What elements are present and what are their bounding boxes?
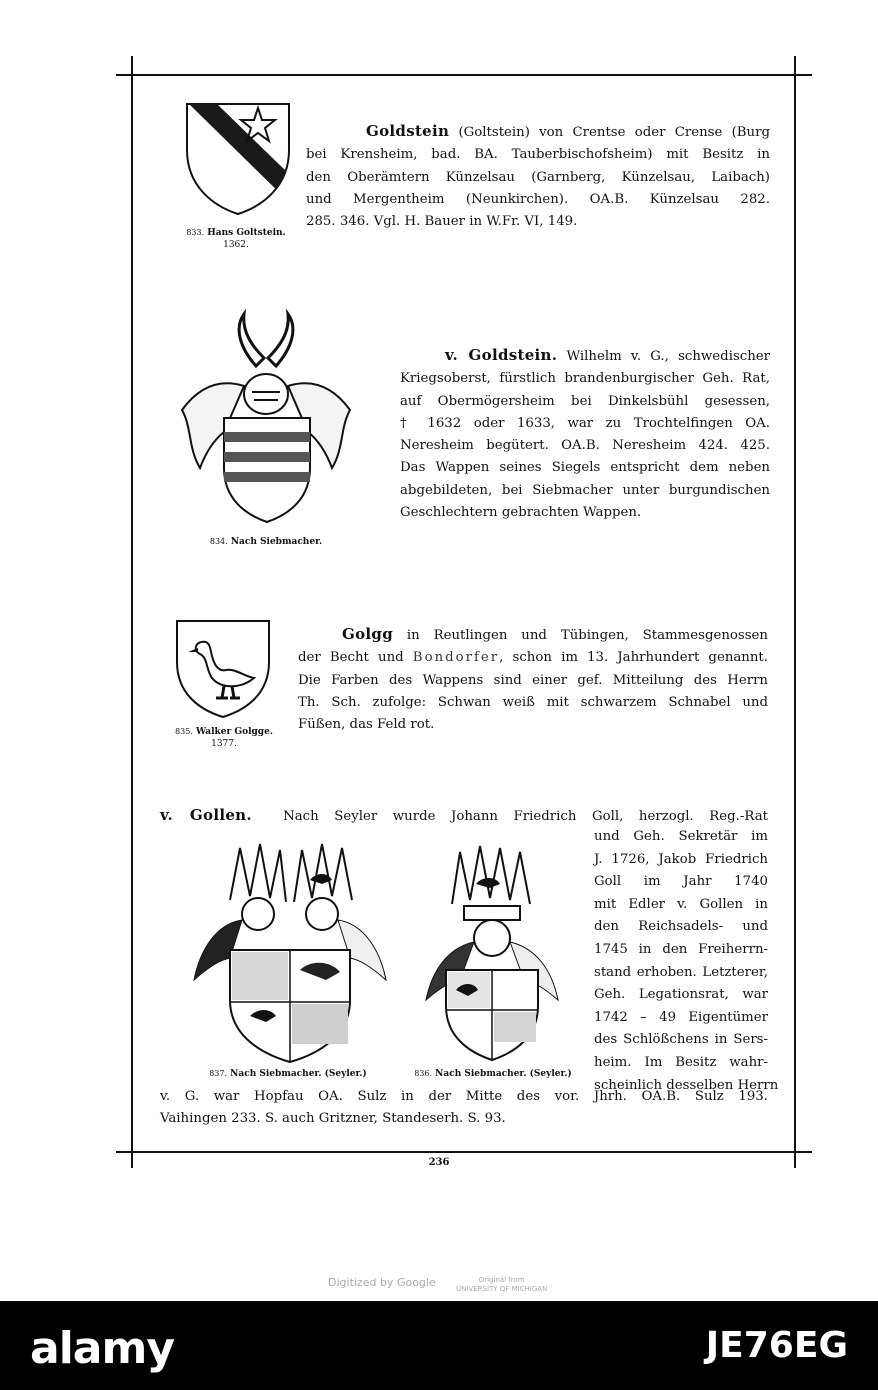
entry-goldstein bbox=[306, 120, 770, 233]
page-number: 236 bbox=[428, 1157, 450, 1168]
caption-836: 836. Nach Siebmacher. (Seyler.) bbox=[414, 1069, 572, 1079]
golgg-line-2: der Becht und Bondorfer, schon im 13. Jahrhundert genannt. bbox=[298, 650, 769, 666]
v-gollen-headword: v. Gollen. bbox=[160, 806, 252, 824]
v-goldstein-line-8: Geschlechtern gebrachten Wappen. bbox=[400, 505, 642, 521]
golgg-line-3: Die Farben des Wappens sind einer gef. Mitteilung des Herrn bbox=[298, 672, 768, 688]
goldstein-line-4: und Mergentheim (Neunkirchen). OA.B. Künzelsau 282. bbox=[306, 191, 770, 207]
top-rule bbox=[116, 74, 812, 76]
goldstein-line-2: bei Krensheim, bad. BA. Tauberbischofsheim) mit Besitz in bbox=[306, 147, 770, 163]
golgg-swan-shield-image bbox=[174, 618, 272, 720]
entry-v-goldstein bbox=[400, 344, 770, 524]
image-id: JE76EG bbox=[705, 1325, 848, 1366]
v-goldstein-line-6: Das Wappen seines Siegels entspricht dem neben bbox=[400, 460, 770, 476]
goldstein-line-5: 285. 346. Vgl. H. Bauer in W.Fr. VI, 149. bbox=[306, 214, 578, 230]
golgg-line-5: Füßen, das Feld rot. bbox=[298, 717, 435, 733]
golgg-headword: Golgg bbox=[342, 625, 393, 643]
v-gollen-side-8: Geh. Legationsrat, war bbox=[594, 987, 768, 1003]
v-gollen-side-5: den Reichsadels- und bbox=[594, 919, 768, 935]
entry-v-gollen-first-line bbox=[160, 804, 768, 828]
caption-835: 835. Walker Golgge. 1377. bbox=[175, 727, 273, 749]
v-goldstein-line-5: Neresheim begütert. OA.B. Neresheim 424. 425. bbox=[400, 438, 770, 454]
v-gollen-line-1: v. Gollen. Nach Seyler wurde Johann Friedrich Goll, herzogl. Reg.-Rat bbox=[160, 806, 768, 824]
entry-golgg bbox=[298, 623, 768, 736]
v-gollen-side-2: J. 1726, Jakob Friedrich bbox=[594, 851, 768, 867]
caption-833: 833. Hans Goltstein. 1362. bbox=[186, 228, 286, 250]
watermark-digitized-by-google: Digitized by Google bbox=[328, 1276, 436, 1289]
golgg-line-4: Th. Sch. zufolge: Schwan weiß mit schwarzem Schnabel und bbox=[298, 694, 768, 710]
gollen-helmet-crest-836 bbox=[412, 840, 572, 1066]
stock-footer-bar bbox=[0, 1301, 878, 1390]
v-gollen-side-12: scheinlich desselben Herrn bbox=[594, 1077, 779, 1093]
v-gollen-side-9: 1742 – 49 Eigentümer bbox=[594, 1009, 768, 1025]
v-gollen-bottom-2: Vaihingen 233. S. auch Gritzner, Standeserh. S. 93. bbox=[160, 1111, 506, 1127]
gollen-double-helmet-crest-837 bbox=[190, 840, 390, 1066]
caption-837: 837. Nach Siebmacher. (Seyler.) bbox=[209, 1069, 367, 1079]
alamy-logo: alamy bbox=[30, 1323, 174, 1374]
bottom-rule bbox=[116, 1151, 812, 1153]
v-gollen-side-6: 1745 in den Freiherrn- bbox=[594, 941, 768, 957]
v-goldstein-line-3: auf Obermögersheim bei Dinkelsbühl gesessen, bbox=[400, 393, 770, 409]
goltstein-shield-image bbox=[183, 100, 293, 218]
v-gollen-side-10: des Schlößchens in Sers- bbox=[594, 1032, 768, 1048]
v-gollen-bottom-1: v. G. war Hopfau OA. Sulz in der Mitte des vor. Jhrh. OA.B. Sulz 193. bbox=[160, 1089, 768, 1104]
left-rule bbox=[131, 56, 133, 1168]
v-goldstein-line-7: abgebildeten, bei Siebmacher unter burgundischen bbox=[400, 482, 770, 498]
right-rule bbox=[794, 56, 796, 1168]
v-goldstein-line-1: v. Goldstein. Wilhelm v. G., schwedischer bbox=[445, 346, 771, 364]
caption-834: 834. Nach Siebmacher. bbox=[209, 537, 323, 547]
v-gollen-side-4: mit Edler v. Gollen in bbox=[594, 896, 768, 912]
golgg-line-1: Golgg in Reutlingen und Tübingen, Stammesgenossen bbox=[342, 625, 768, 643]
goldstein-line-3: den Oberämtern Künzelsau (Garnberg, Künzelsau, Laibach) bbox=[306, 169, 770, 185]
v-goldstein-line-2: Kriegsoberst, fürstlich brandenburgischer Geh. Rat, bbox=[400, 371, 770, 387]
v-gollen-side-3: Goll im Jahr 1740 bbox=[594, 874, 768, 890]
v-gollen-side-11: heim. Im Besitz wahr- bbox=[594, 1054, 768, 1070]
v-goldstein-line-4: † 1632 oder 1633, war zu Trochtelfingen OA. bbox=[400, 415, 770, 431]
goldstein-line-1: Goldstein (Goltstein) von Crentse oder Crense (Burg bbox=[366, 122, 770, 140]
entry-v-gollen-side-column bbox=[594, 826, 779, 1097]
entry-v-gollen-bottom bbox=[160, 1086, 768, 1131]
watermark-original-from: Original from UNIVERSITY OF MICHIGAN bbox=[456, 1276, 548, 1293]
v-gollen-side-1: und Geh. Sekretär im bbox=[594, 829, 768, 844]
goldstein-helmet-crest-image bbox=[168, 308, 364, 530]
v-gollen-side-7: stand erhoben. Letzterer, bbox=[594, 964, 768, 980]
